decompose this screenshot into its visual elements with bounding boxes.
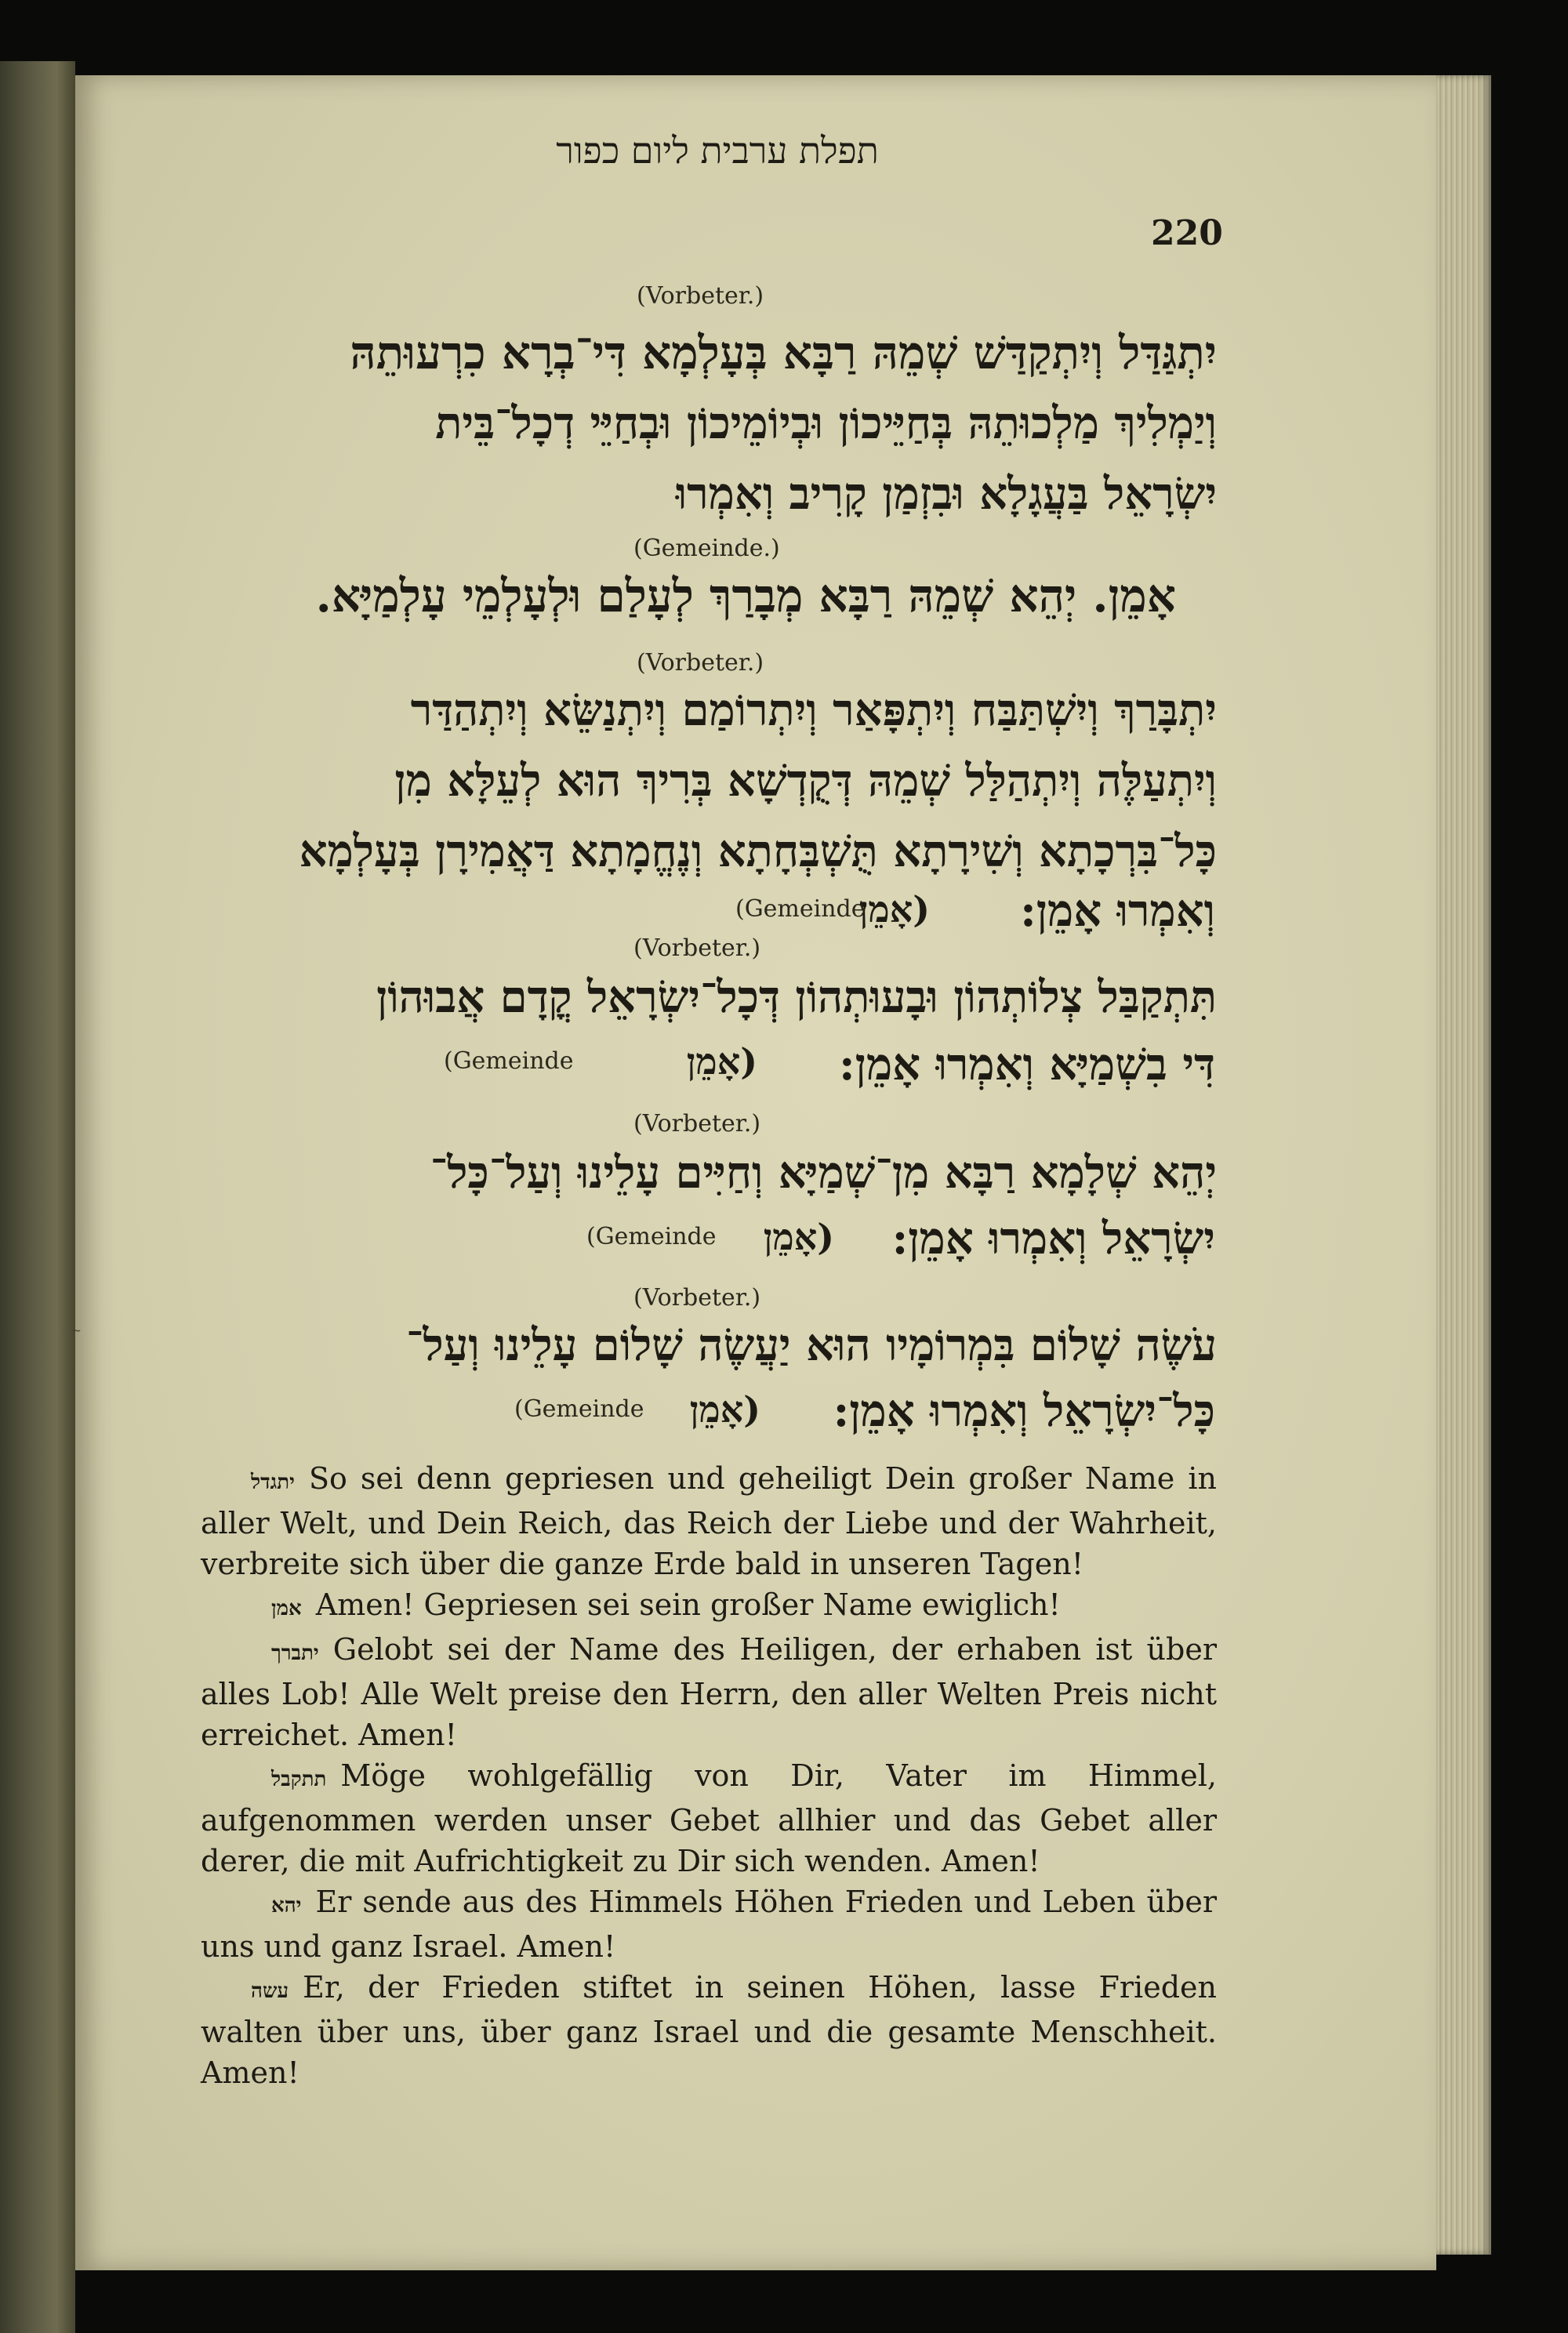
translation-paragraph — [201, 1584, 1217, 1629]
page-fore-edge — [1436, 75, 1491, 2255]
hebrew-line: כָּל־בִּרְכָתָא וְשִׁירָתָא תֻּשְׁבְּחָתָא וְנֶחֱמָתָא דַּאֲמִירָן בְּעָלְמָא — [299, 825, 1217, 877]
speaker-role: (Gemeinde.) — [633, 535, 780, 562]
hebrew-line: תִּתְקַבַּל צְלוֹתְהוֹן וּבָעוּתְהוֹן דְּכָל־יִשְׂרָאֵל קֳדָם אֲבוּהוֹן — [376, 971, 1217, 1023]
translation-text: Möge wohlgefällig von Dir, Vater im Himmel, aufgenommen werden unser Gebet allhier und das Gebet aller derer, die mit Aufrichtigkeit zu Dir sich wenden. Amen! — [201, 1758, 1217, 1878]
translation-paragraph — [201, 1458, 1217, 1584]
speaker-role: (Vorbeter.) — [633, 1110, 761, 1137]
response-amen: (אָמֵן — [763, 1216, 834, 1258]
speaker-role: (Vorbeter.) — [637, 282, 764, 310]
response-label: (Gemeinde — [735, 895, 866, 923]
response-label: (Gemeinde — [444, 1047, 574, 1075]
speaker-role: (Vorbeter.) — [633, 1284, 761, 1312]
translation-keyword: תתקבל — [271, 1768, 327, 1791]
translation-keyword: יהא — [271, 1894, 302, 1918]
response-amen: (אָמֵן — [689, 1388, 760, 1431]
response-amen: (אָמֵן — [858, 888, 930, 931]
translation-paragraph — [201, 1967, 1217, 2093]
response-label: (Gemeinde — [586, 1223, 717, 1250]
previous-page-edge — [0, 61, 75, 2333]
margin-mark: ~ — [72, 1325, 82, 1337]
hebrew-line: יִתְבָּרַךְ וְיִשְׁתַּבַּח וְיִתְפָּאַר וְיִתְרוֹמַם וְיִתְנַשֵּׂא וְיִתְהַדַּר — [410, 684, 1217, 736]
page-number: 220 — [1151, 213, 1223, 253]
hebrew-line: וְיַמְלִיךְ מַלְכוּתֵהּ בְּחַיֵּיכוֹן וּבְיוֹמֵיכוֹן וּבְחַיֵּי דְכָל־בֵּית — [435, 397, 1217, 449]
translation-text: Gelobt sei der Name des Heiligen, der erhaben ist über alles Lob! Alle Welt preise den Herrn, den aller Welten Preis nicht erreichet. Amen! — [201, 1632, 1217, 1752]
translation-text: So sei denn gepriesen und geheiligt Dein großer Name in aller Welt, und Dein Reich, das Reich der Liebe und der Wahrheit, verbreite sich über die ganze Erde bald in unseren Tagen! — [201, 1461, 1217, 1581]
response-amen: (אָמֵן — [686, 1040, 757, 1083]
translation-paragraph — [201, 1755, 1217, 1881]
translation-keyword: יתגדל — [251, 1471, 295, 1494]
speaker-role: (Vorbeter.) — [633, 934, 761, 962]
translation-text: Er sende aus des Himmels Höhen Frieden und Leben über uns und ganz Israel. Amen! — [201, 1885, 1217, 1964]
speaker-role: (Vorbeter.) — [637, 649, 764, 677]
hebrew-line: יִתְגַּדַּל וְיִתְקַדַּשׁ שְׁמֵהּ רַבָּא בְּעָלְמָא דִּי־בְרָא כִרְעוּתֵהּ — [350, 326, 1217, 379]
hebrew-line: אָמֵן. יְהֵא שְׁמֵהּ רַבָּא מְבָרַךְ לְעָלַם וּלְעָלְמֵי עָלְמַיָּא. — [315, 569, 1176, 622]
hebrew-line: וְיִתְעַלֶּה וְיִתְהַלַּל שְׁמֵהּ דְּקֻדְשָׁא בְּרִיךְ הוּא לְעֵלָּא מִן — [394, 755, 1217, 807]
hebrew-line: יִשְׂרָאֵל בַּעֲגָלָא וּבִזְמַן קָרִיב וְאִמְרוּ — [675, 468, 1217, 520]
translation-keyword: עשה — [251, 1979, 289, 2003]
hebrew-line: כָּל־יִשְׂרָאֵל וְאִמְרוּ אָמֵן: — [833, 1385, 1215, 1437]
response-label: (Gemeinde — [514, 1395, 644, 1423]
translation-block — [201, 1458, 1217, 2093]
translation-keyword: יתברך — [271, 1642, 319, 1665]
running-header-title: תפלת ערבית ליום כפור — [556, 129, 879, 172]
translation-text: Er, der Frieden stiftet in seinen Höhen, lasse Frieden walten über uns, über ganz Israel und die gesamte Menschheit. Amen! — [201, 1970, 1217, 2090]
hebrew-line: וְאִמְרוּ אָמֵן: — [1020, 885, 1215, 937]
hebrew-line: דִּי בִשְׁמַיָּא וְאִמְרוּ אָמֵן: — [839, 1039, 1215, 1090]
translation-paragraph — [201, 1629, 1217, 1755]
hebrew-line: יְהֵא שְׁלָמָא רַבָּא מִן־שְׁמַיָּא וְחַיִּים עָלֵינוּ וְעַל־כָּל־ — [430, 1147, 1217, 1199]
translation-paragraph — [201, 1881, 1217, 1967]
translation-keyword: אמן — [271, 1597, 302, 1620]
hebrew-line: עֹשֶׂה שָׁלוֹם בִּמְרוֹמָיו הוּא יַעֲשֶׂה שָׁלוֹם עָלֵינוּ וְעַל־ — [406, 1319, 1217, 1371]
hebrew-line: יִשְׂרָאֵל וְאִמְרוּ אָמֵן: — [891, 1213, 1215, 1264]
translation-text: Amen! Gepriesen sei sein großer Name ewiglich! — [315, 1587, 1061, 1622]
